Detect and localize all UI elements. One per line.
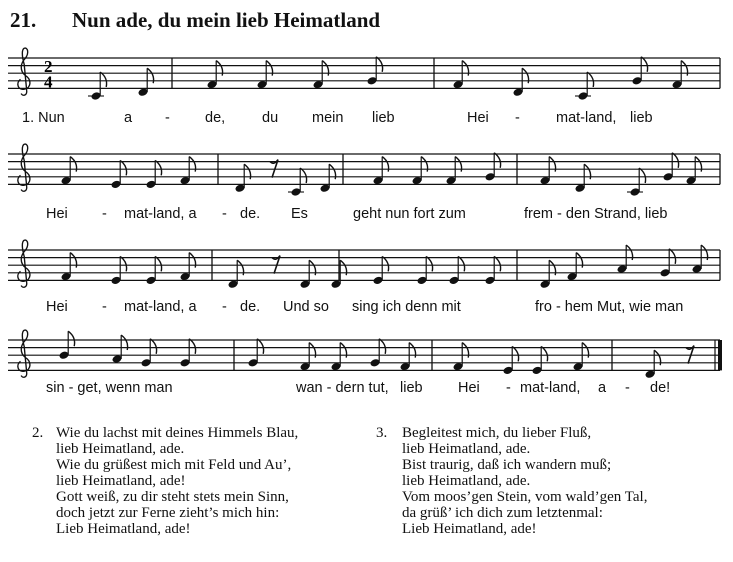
lyric-syllable: de!	[650, 380, 671, 396]
note-flag	[379, 339, 385, 354]
note-flag	[641, 57, 647, 72]
note-flag	[494, 256, 500, 271]
time-signature-bottom: 4	[44, 72, 53, 92]
verse-line: Gott weiß, zu dir steht stets mein Sinn,	[56, 489, 289, 505]
lyric-syllable: mat-land, a	[124, 206, 197, 222]
note-flag	[587, 72, 593, 87]
note-flag	[512, 346, 518, 361]
lyric-syllable: sing ich denn mit	[352, 299, 461, 315]
time-signature-top: 2	[44, 57, 53, 77]
lyric-syllable: -	[102, 206, 107, 222]
lyric-syllable: Hei	[46, 206, 68, 222]
lyric-syllable: lieb	[372, 110, 395, 126]
note-flag	[376, 57, 382, 72]
lyric-syllable: Hei	[46, 299, 68, 315]
verse-2-text	[56, 425, 298, 537]
verse-2-number: 2.	[32, 425, 44, 441]
note-flag	[68, 331, 74, 346]
lyric-syllable: Hei	[458, 380, 480, 396]
verse-line: lieb Heimatland, ade.	[56, 441, 185, 457]
verse-line: lieb Heimatland, ade.	[402, 473, 531, 489]
verse-3-number: 3.	[376, 425, 388, 441]
note-flag	[300, 168, 306, 183]
lyric-syllable: -	[506, 380, 511, 396]
verse-line: Lieb Heimatland, ade!	[402, 521, 537, 537]
lyric-syllable: lieb	[630, 110, 653, 126]
lyric-syllable: geht nun fort zum	[353, 206, 466, 222]
note-flag	[458, 256, 464, 271]
note-flag	[426, 256, 432, 271]
note-flag	[100, 72, 106, 87]
verse-line: doch jetzt zur Ferne zieht’s mich hin:	[56, 505, 280, 521]
lyric-syllable: mat-land,	[520, 380, 581, 396]
lyric-syllable: a	[598, 380, 607, 396]
lyric-syllable: de.	[240, 206, 261, 222]
lyric-syllable: de,	[205, 110, 226, 126]
lyric-syllable: -	[222, 206, 227, 222]
song-number: 21.	[10, 8, 37, 32]
verse-3-text	[402, 425, 647, 537]
lyric-syllable: mat-land, a	[124, 299, 197, 315]
verse-line: Wie du lachst mit deines Himmels Blau,	[56, 425, 299, 441]
lyric-syllable: 1. Nun	[22, 110, 65, 126]
lyric-syllable: wan - dern tut,	[296, 380, 389, 396]
lyric-syllable: -	[222, 299, 227, 315]
note-flag	[155, 160, 161, 175]
note-flag	[382, 256, 388, 271]
verse-line: da grüß’ ich dich zum letztenmal:	[402, 505, 603, 521]
lyric-syllable: -	[102, 299, 107, 315]
note-flag	[155, 256, 161, 271]
note-flag	[669, 249, 675, 264]
lyric-syllable: mein	[312, 110, 344, 126]
note-flag	[120, 256, 126, 271]
note-flag	[639, 168, 645, 183]
lyric-syllable: sin - get, wenn man	[46, 380, 173, 396]
note-flag	[257, 339, 263, 354]
lyric-syllable: frem - den Strand, lieb	[524, 206, 668, 222]
lyric-syllable: -	[515, 110, 520, 126]
verse-line: lieb Heimatland, ade.	[402, 441, 531, 457]
verse-line: lieb Heimatland, ade!	[56, 473, 186, 489]
lyric-syllable: fro - hem Mut, wie man	[535, 299, 684, 315]
verse-line: Begleitest mich, du lieber Fluß,	[402, 425, 592, 441]
verse-line: Lieb Heimatland, ade!	[56, 521, 191, 537]
lyric-syllable: -	[165, 110, 170, 126]
note-flag	[120, 160, 126, 175]
note-flag	[189, 339, 195, 354]
lyric-syllable: -	[625, 380, 630, 396]
lyric-syllable: a	[124, 110, 133, 126]
note-flag	[150, 339, 156, 354]
note-flag	[494, 153, 500, 168]
verse-line: Vom moos’gen Stein, vom wald’gen Tal,	[402, 489, 648, 505]
lyric-syllable: Es	[291, 206, 308, 222]
lyric-syllable: mat-land,	[556, 110, 617, 126]
note-flag	[541, 346, 547, 361]
song-title: Nun ade, du mein lieb Heimatland	[72, 8, 381, 32]
lyric-syllable: du	[262, 110, 279, 126]
lyric-syllable: lieb	[400, 380, 423, 396]
verse-line: Bist traurig, daß ich wandern muß;	[402, 457, 612, 473]
verse-line: Wie du grüßest mich mit Feld und Au’,	[56, 457, 292, 473]
note-flag	[672, 153, 678, 168]
lyric-syllable: de.	[240, 299, 261, 315]
lyric-syllable: Hei	[467, 110, 489, 126]
lyric-syllable: Und so	[283, 299, 329, 315]
